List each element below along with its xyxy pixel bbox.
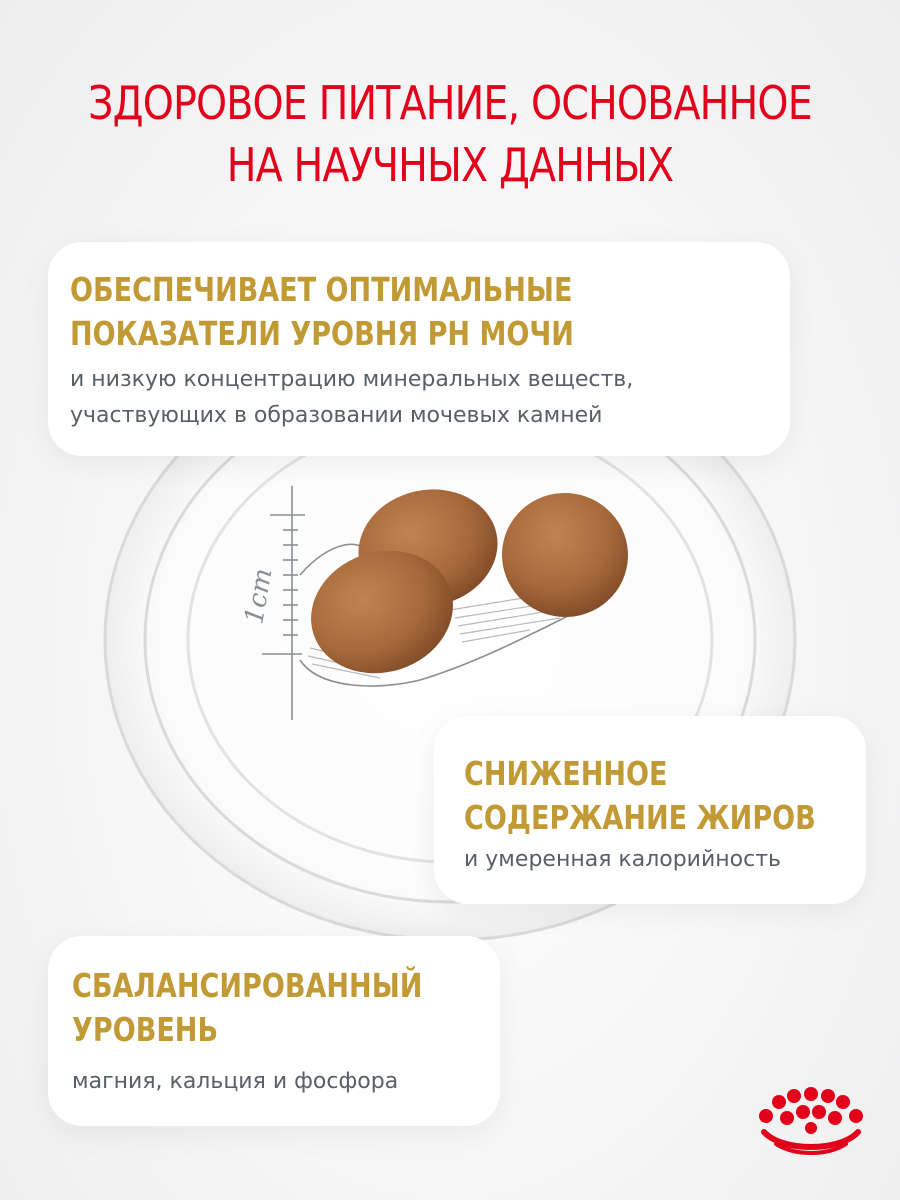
feature-title-line-2: ПОКАЗАТЕЛИ УРОВНЯ PH МОЧИ (70, 314, 574, 353)
feature-card-urinary-ph (48, 242, 790, 456)
feature-title (72, 964, 422, 1052)
feature-title-line-2: УРОВЕНЬ (72, 1010, 219, 1049)
feature-title-line-2: СОДЕРЖАНИЕ ЖИРОВ (464, 798, 816, 837)
feature-description-line-2: участвующих в образовании мочевых камней (70, 403, 603, 428)
feature-title-line-1: СНИЖЕННОЕ (464, 754, 668, 793)
headline-line-2: НА НАУЧНЫХ ДАННЫХ (226, 138, 674, 192)
feature-description-line-1: магния, кальция и фосфора (72, 1069, 399, 1094)
feature-description (72, 1064, 398, 1100)
crown-icon (752, 1086, 870, 1158)
feature-description (464, 842, 781, 878)
feature-title-line-1: ОБЕСПЕЧИВАЕТ ОПТИМАЛЬНЫЕ (70, 270, 573, 309)
feature-title (70, 268, 574, 356)
feature-description-line-1: и умеренная калорийность (464, 847, 781, 872)
feature-title (464, 752, 816, 840)
feature-description-line-1: и низкую концентрацию минеральных веществ, (70, 367, 634, 392)
scale-label: 1cm (239, 566, 279, 627)
feature-card-low-fat (434, 716, 866, 904)
feature-card-minerals (48, 936, 500, 1126)
feature-description (70, 362, 633, 434)
feature-title-line-1: СБАЛАНСИРОВАННЫЙ (72, 966, 423, 1005)
headline-line-1: ЗДОРОВОЕ ПИТАНИЕ, ОСНОВАННОЕ (88, 76, 812, 130)
